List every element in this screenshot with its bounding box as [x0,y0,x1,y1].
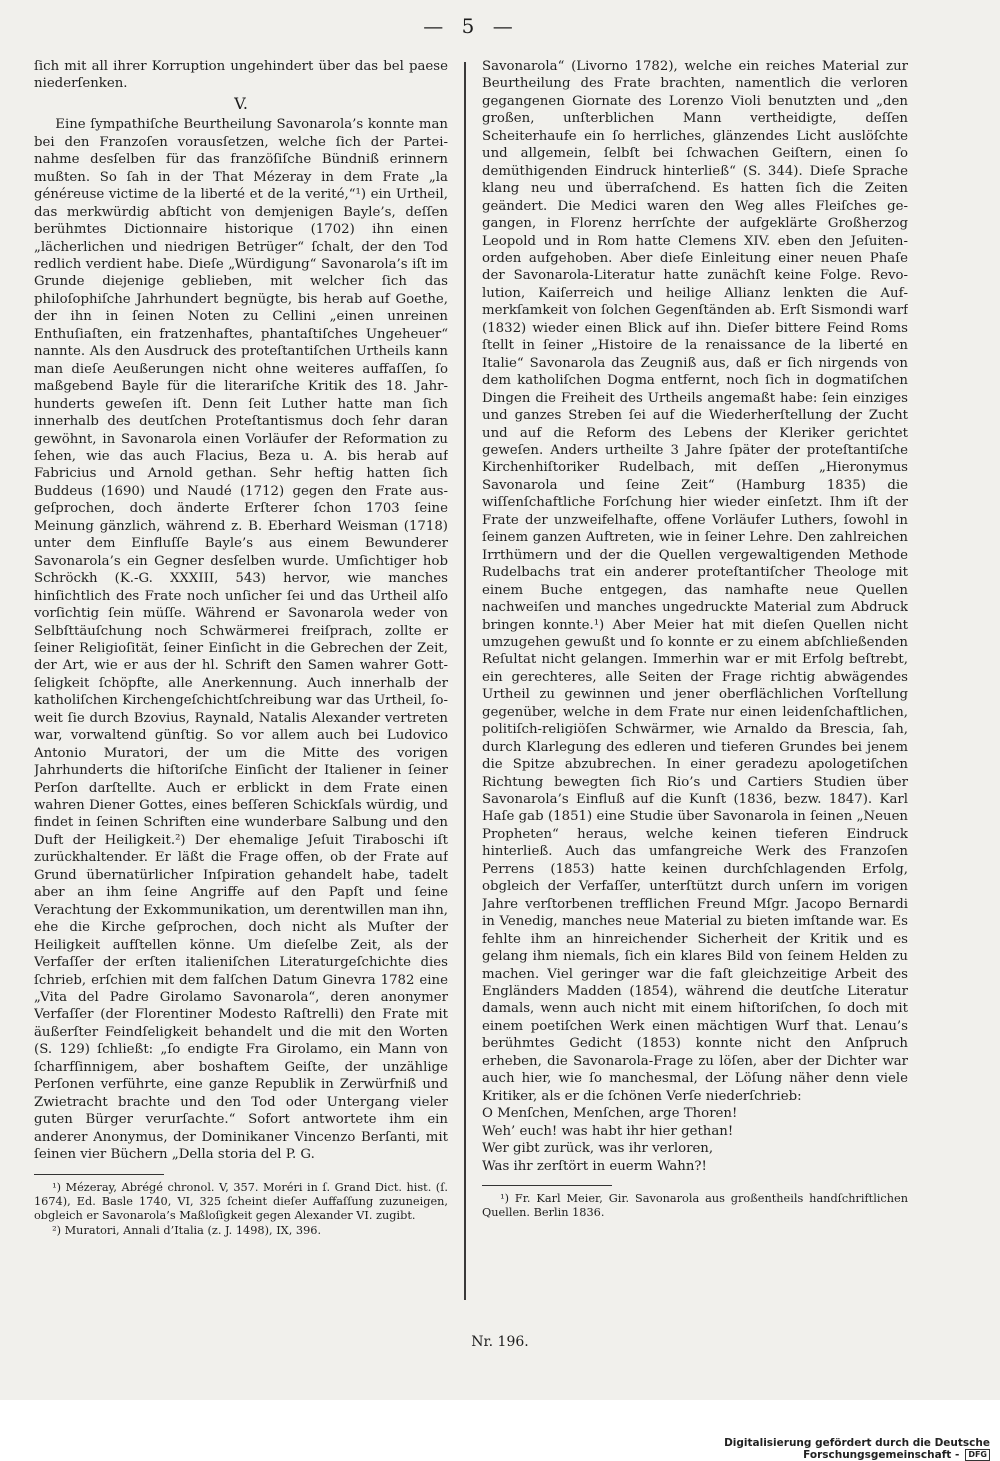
digitization-credit [590,1437,990,1461]
footnote: ²) Muratori, Annali d’Italia (z. J. 1498), IX, 396. [52,1223,322,1237]
body-paragraph: Eine ſympathiſche Beurtheilung Savonarola’s konnte man bei den Franzoſen vorausſetzen, welche ſich der Parteinahme desſelben für das franzöſiſche Bündniß erinnern mußten. So ſah in der That Mézeray in dem Frate „la généreuse victime de la liberté et de la verité,“¹) ein Urtheil, das merkwürdig abſticht von demjenigen Bayle’s, deſſen berühmtes Dictionnaire historique (1702) ihn einen „lächerlichen und niedrigen Betrüger“ ſchalt, der den Tod redlich verdient habe. Dieſe „Würdigung“ Savonarola’s iſt im Grunde diejenige geblieben, mit welcher ſich das philoſophiſche Jahrhundert begnügte, bis herab auf Goethe, der ihn in ſeinen Noten zu Cellini „einen unreinen Enthuſiaſten, ein fratzenhaftes, phantaſtiſches Ungeheuer“ nannte. Als den Ausdruck des proteſtantiſchen Urtheils kann man dieſe Aeußerungen nicht ohne weiteres auffaſſen, ſo maßgebend Bayle für die literariſche Kritik des 18. Jahrhunderts geweſen iſt. Denn ſeit Luther hatte man ſich innerhalb des deutſchen Proteſtantismus doch ſehr daran gewöhnt, in Savonarola einen Vorläufer der Reformation zu ſehen, wie das auch Flacius, Beza u. A. bis herab auf Fabricius und Arnold gethan. Sehr heftig hatten ſich Buddeus (1690) und Naudé (1712) gegen den Frate ausgeſprochen, doch änderte Erſterer ſchon 1703 ſeine Meinung gänzlich, während z. B. Eberhard Weisman (1718) unter dem Einfluſſe Bayle’s aus einem Bewunderer Savonarola’s ein Gegner desſelben wurde. Umſichtiger hob Schröckh (K.-G. XXXIII, 543) hervor, wie manches hinſichtlich des Frate noch unſicher ſei und das Urtheil alſo vorſichtig ſein müſſe. Während er Savonarola weder von Selbſttäuſchung noch Schwärmerei freiſprach, zollte er ſeiner Religioſität, ſeiner Einſicht in die Gebrechen der Zeit, der Art, wie er aus der hl. Schrift den Samen wahrer Gottſeligkeit ſchöpfte, alle Anerkennung. Auch innerhalb der katholiſchen Kirchengeſchichtſchreibung war das Urtheil, ſoweit ſie durch Bzovius, Raynald, Natalis Alexander vertreten war, vorwaltend günſtig. So vor allem auch bei Ludovico Antonio Muratori, der um die Mitte des vorigen Jahrhunderts die hiſtoriſche Einſicht der Italiener in ſeiner Perſon darſtellte. Auch er erblickt in dem Frate einen wahren Diener Gottes, eines beſſeren Schickſals würdig, und findet in ſeinen Schriften eine wunderbare Salbung und den Duft der Heiligkeit.²) Der ehemalige Jeſuit Tiraboschi iſt zurückhaltender. Er läßt die Frage offen, ob der Frate auf Grund übernatürlicher Inſpiration gehandelt habe, tadelt aber an ihm ſeine Angriffe auf den Papſt und ſeine Verachtung der Exkommunikation, um derentwillen man ihn, ehe die Kirche geſprochen, doch nicht als Muſter der Heiligkeit aufſtellen könne. Um dieſelbe Zeit, als der Verfaſſer der erſten italieniſchen Literaturgeſchichte dies ſchrieb, erſchien mit dem falſchen Datum Ginevra 1782 eine „Vita del Padre Girolamo Savonarola“, deren anonymer Verfaſſer (der Florentiner Modesto Raſtrelli) den Frate mit äußerſter Feindſeligkeit behandelt und die mit den Worten (S. 129) ſchließt: „ſo endigte Fra Girolamo, ein Mann von ſcharfſinnigem, aber boshaftem Geiſte, der unzählige Perſonen verführte, eine ganze Republik in Zerwürfniß und Zwietracht brachte und den Tod oder Untergang vieler guten Bürger verurſachte.“ Sofort antwortete ihm ein anderer Anonymus, der Dominikaner Vincenzo Berſanti, mit ſeinen vier Büchern „Della storia del P. G. [34,117,448,1163]
footnote-rule [482,1185,612,1186]
poem [482,1105,908,1175]
page-header [0,14,1000,44]
left-column [34,58,448,1328]
opening-paragraph: ſich mit all ihrer Korruption ungehindert über das bel paese niederſenken. [34,59,448,92]
credit-text: Digitalisierung gefördert durch die Deutsche Forschungsgemeinschaft - [724,1437,990,1461]
verse-line: Was ihr zerſtört in euerm Wahn?! [482,1158,707,1174]
verse-line: Wer gibt zurück, was ihr verloren, [482,1141,714,1157]
dfg-logo: DFG [965,1449,990,1461]
footnote: ¹) Mézeray, Abrégé chronol. V, 357. Moréri in ſ. Grand Dict. hist. (ſ. 1674), Ed. Basle 1740, VI, 325 ſcheint dieſer Auffaſſung zuzuneigen, obgleich er Savonarola’s Maßloſigkeit gegen Alexander VI. zugibt. [34,1180,448,1223]
body-paragraph: Savonarola“ (Livorno 1782), welche ein reiches Material zur Beurtheilung des Frate brachten, namentlich die verloren gegangenen Giornate des Lorenzo Violi benutzten und „den großen, unſterblichen Mann vertheidigte, deſſen Scheiterhaufe ein ſo herrliches, glänzendes Licht auslöſchte und allgemein, ſelbſt bei ſchwachen Geiſtern, einen ſo demüthigenden Eindruck hinterließ“ (S. 344). Dieſe Sprache klang neu und überraſchend. Es hatten ſich die Zeiten geändert. Die Medici waren den Weg alles Fleiſches gegangen, in Florenz herrſchte der aufgeklärte Großherzog Leopold und in Rom hatte Clemens XIV. eben den Jeſuitenorden aufgehoben. Aber dieſe Einleitung einer neuen Phaſe der Savonarola-Literatur hatte zunächſt keine Folge. Revolution, Kaiſerreich und heilige Allianz lenkten die Aufmerkſamkeit von ſolchen Gegenſtänden ab. Erſt Sismondi warf (1832) wieder einen Blick auf ihn. Dieſer bittere Feind Roms ſtellt in ſeiner „Histoire de la renaissance de la liberté en Italie“ Savonarola das Zeugniß aus, daß er ſich nirgends von dem katholiſchen Dogma entfernt, noch ſich in dogmatiſchen Dingen die Freiheit des Urtheils angemaßt habe: ſein einziges und ganzes Streben ſei auf die Wiederherſtellung der Zucht und auf die Reform des Lebens der Kleriker gerichtet geweſen. Anders urtheilte 3 Jahre ſpäter der proteſtantiſche Kirchenhiſtoriker Rudelbach, mit deſſen „Hieronymus Savonarola und ſeine Zeit“ (Hamburg 1835) die wiſſenſchaftliche Forſchung hier wieder einſetzt. Ihm iſt der Frate der unzweifelhafte, offene Vorläufer Luthers, ſowohl in ſeinem ganzen Auftreten, wie in ſeiner Lehre. Den zahlreichen Irrthümern und der die Quellen vergewaltigenden Methode Rudelbachs trat ein anderer proteſtantiſcher Theologe mit einem Buche entgegen, das namhafte neue Quellen nachweiſen und manches ungedruckte Material zum Abdruck bringen konnte.¹) Aber Meier hat mit dieſen Quellen nicht umzugehen gewußt und ſo konnte er zu einem abſchließenden Reſultat nicht gelangen. Immerhin war er mit Erfolg beſtrebt, ein gerechteres, alle Seiten der Frage richtig abwägendes Urtheil zu gewinnen und jener oberflächlichen Vorſtellung gegenüber, welche in dem Frate nur einen leidenſchaftlichen, politiſch-religiöſen Schwärmer, wie Arnaldo da Brescia, ſah, durch Klarlegung des edleren und tieferen Grundes bei jenem die Spitze abzubrechen. In einer geradezu apologetiſchen Richtung bewegten ſich Rio’s und Cartiers Studien über Savonarola’s Einfluß auf die Kunſt (1836, bezw. 1847). Karl Haſe gab (1851) eine Studie über Savonarola in ſeinen „Neuen Propheten“ heraus, welche keinen tieferen Eindruck hinterließ. Auch das umfangreiche Werk des Franzoſen Perrens (1853) hatte keinen durchſchlagenden Erfolg, obgleich der Verfaſſer, unterſtützt durch unſern im vorigen Jahre verſtorbenen trefflichen Freund Mſgr. Jacopo Bernardi in Venedig, manches neue Material zu bieten imſtande war. Es fehlte ihm an hinreichender Sicherheit der Kritik und es gelang ihm niemals, ſich ein klares Bild von ſeinem Helden zu machen. Viel geringer war die faſt gleichzeitige Arbeit des Engländers Madden (1854), während die deutſche Literatur damals, wenn auch nicht mit einem hiſtoriſchen, ſo doch mit einem poetiſchen Werk einen mächtigen Wurf that. Lenau’s berühmtes Gedicht (1853) konnte nicht den Anſpruch erheben, die Savonarola-Frage zu löſen, aber der Dichter war auch hier, wie ſo manchesmal, der Löſung näher denn viele Kritiker, als er die ſchönen Verſe niederſchrieb: [482,59,908,1104]
column-divider [464,62,466,1300]
footnote: ¹) Fr. Karl Meier, Gir. Savonarola aus großentheils handſchriftlichen Quellen. Berlin 1836. [482,1192,908,1220]
verse-line: O Menſchen, Menſchen, arge Thoren! [482,1106,738,1122]
verse-line: Weh’ euch! was habt ihr hier gethan! [482,1123,734,1139]
section-heading: V. [234,93,248,113]
page-number: — 5 — [423,14,519,38]
issue-number: Nr. 196. [471,1334,529,1350]
right-column [482,58,908,1328]
footnote-rule [34,1174,164,1175]
